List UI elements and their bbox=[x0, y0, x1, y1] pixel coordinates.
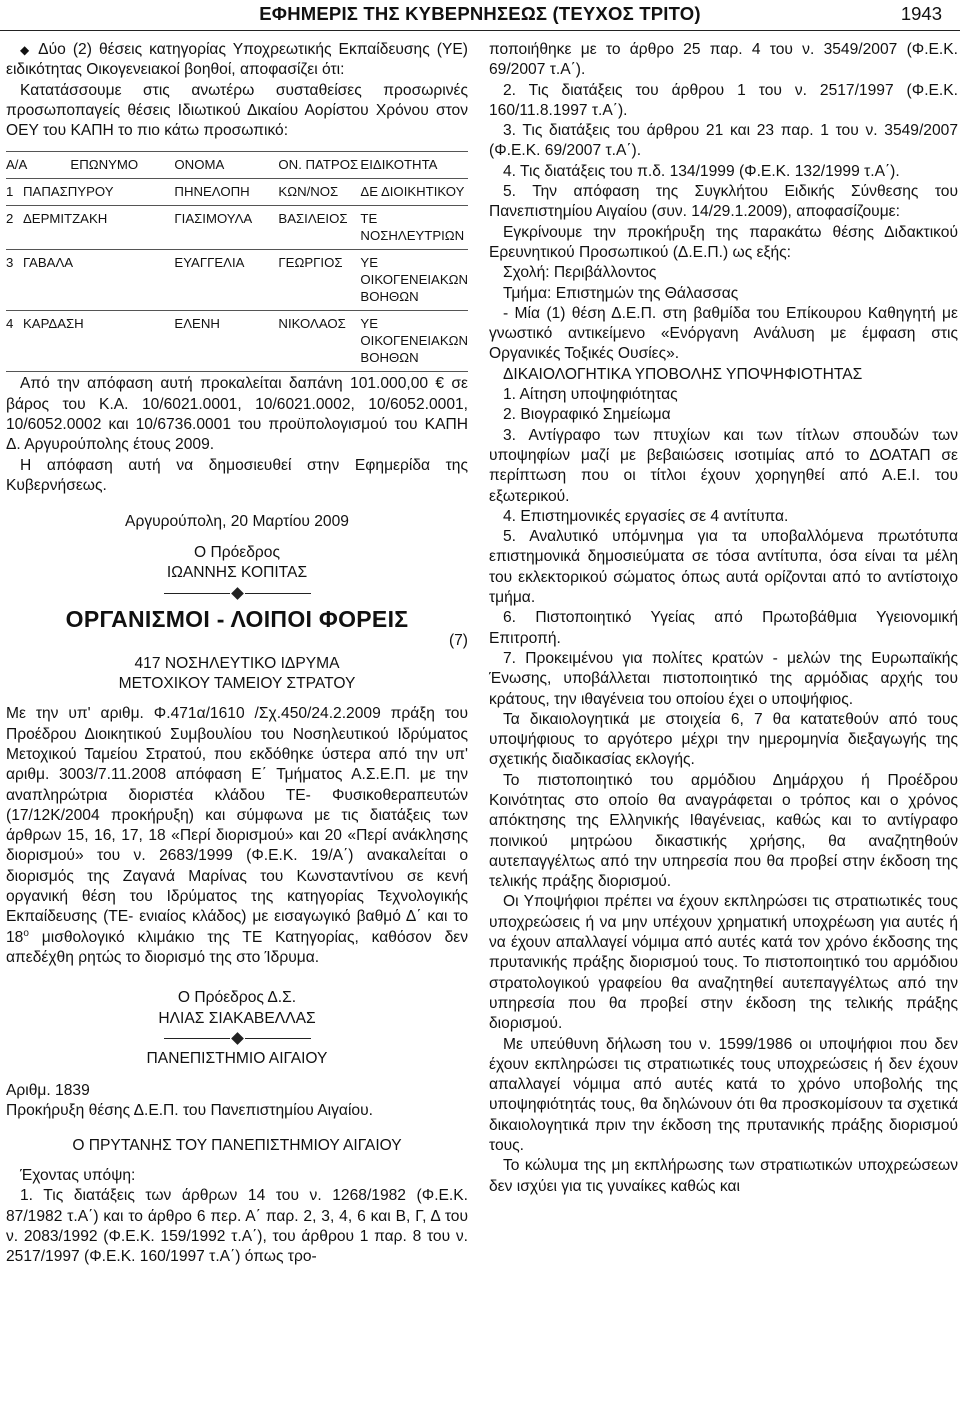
bullet-diamond-icon: ◆ bbox=[20, 43, 32, 57]
position-line: - Μία (1) θέση Δ.Ε.Π. στη βαθμίδα του Επίκουρου Καθηγητή με γνωστικό αντικείμενο «Ενόργανη Ανάλυση με έμφαση στις Οργανικές Τοξικές Ουσίες». bbox=[489, 304, 958, 363]
section-divider-2 bbox=[6, 1031, 468, 1047]
school-line: Σχολή: Περιβάλλοντος bbox=[503, 264, 657, 282]
signer-name: ΙΩΑΝΝΗΣ ΚΟΠΙΤΑΣ bbox=[166, 563, 308, 581]
document-item-6: 6. Πιστοποιητικό Υγείας από Πρωτοβάθμια Υγειονομική Επιτροπή. bbox=[489, 609, 958, 647]
signer-title: Ο Πρόεδρος bbox=[194, 543, 280, 561]
document-item-2: 2. Βιογραφικό Σημείωμα bbox=[503, 406, 671, 424]
document-item-4: 4. Επιστημονικές εργασίες σε 4 αντίτυπα. bbox=[503, 507, 789, 525]
decision-paragraph: Με την υπ' αριθμ. Φ.471α/1610 /Σχ.450/24.2.2009 πράξη του Προέδρου Διοικητικού Συμβουλίου του Νοσηλευτικού Ιδρύματος Μετοχικού Ταμείου Στρατού, που εκδόθηκε ύστερα από την υπ' αριθμ. 3003/7.11.2008 απόφαση Ε΄ Τμήματος Α.Σ.Ε.Π. με την αναπληρώτρια διοριστέα κλάδου ΤΕ- Φυσικοθεραπευτών (17/12Κ/2004 προκήρυξη) και σύμφωνα με τις διατάξεις των άρθρων 15, 16, 17, 18 «Περί διορισμού» και 20 «Περί ανάκλησης διορισμού» του ν. 2683/1999 (Φ.Ε.Κ. 19/Α΄) ανακαλείται ο διορισμός της Ζαγανά Μαρίνας του Κωνσταντίνου σε κενή οργανική θέση του Ιδρύματος της κατηγορίας Τεχνολογικής Εκπαίδευσης (ΤΕ- ενιαίος κλάδος) με εισαγωγικό βαθμό Δ΄ και το $18^o$ μισθολογικό κλιμάκιο της ΤΕ Κατηγορίας, καθόσον δεν απεδέχθη ρητώς το διορισμό της στο Ίδρυμα. bbox=[6, 705, 468, 966]
table-row: 2 ΔΕΡΜΙΤΖΑΚΗ ΓΙΑΣΙΜΟΥΛΑ ΒΑΣΙΛΕΙΟΣ ΤΕ ΝΟΣΗΛΕΥΤΡΙΩΝ bbox=[6, 206, 468, 250]
legal-item-4: 4. Τις διατάξεις του π.δ. 134/1999 (Φ.Ε.Κ. 132/1999 τ.Α΄). bbox=[503, 162, 900, 180]
document-item-3: 3. Αντίγραφο των πτυχίων και των τίτλων σπουδών των υποψηφίων μαζί με βεβαιώσεις ισοτιμίας από το ΔΟΑΤΑΠ σε περίπτωση που οι τίτλοι έχουν χορηγηθεί από Α.Ε.Ι. του εξωτερικού. bbox=[489, 426, 958, 505]
section-divider bbox=[6, 585, 468, 601]
proclamation-title: Προκήρυξη θέσης Δ.Ε.Π. του Πανεπιστημίου Αιγαίου. bbox=[6, 1102, 373, 1120]
signer2-name: ΗΛΙΑΣ ΣΙΑΚΑΒΕΛΛΑΣ bbox=[158, 1009, 316, 1027]
section-title: ΟΡΓΑΝΙΣΜΟΙ - ΛΟΙΠΟΙ ΦΟΡΕΙΣ bbox=[65, 606, 409, 633]
place-date: Αργυρούπολη, 20 Μαρτίου 2009 bbox=[125, 513, 349, 531]
reference-number: Αριθμ. 1839 bbox=[6, 1082, 90, 1100]
document-item-1: 1. Αίτηση υποψηφιότητας bbox=[503, 386, 678, 404]
org-name-line2: ΜΕΤΟΧΙΚΟΥ ΤΑΜΕΙΟΥ ΣΤΡΑΤΟΥ bbox=[118, 675, 356, 693]
staff-table bbox=[6, 151, 468, 372]
diamond-icon bbox=[231, 1032, 244, 1045]
document-item-5: 5. Αναλυτικό υπόμνημα για τα υποβαλλόμενα πρωτότυπα επιστημονικά δημοσιεύματα σε τόσα αντίτυπα, όσα είναι τα μέλη του εκλεκτορικού σώματος όπως αυτά ορίζονται από το αντίστοιχο τμήμα. bbox=[489, 528, 958, 607]
rector-title: Ο ΠΡΥΤΑΝΗΣ ΤΟΥ ΠΑΝΕΠΙΣΤΗΜΙΟΥ ΑΙΓΑΙΟΥ bbox=[72, 1136, 402, 1154]
publish-paragraph: Η απόφαση αυτή να δημοσιευθεί στην Εφημερίδα της Κυβερνήσεως. bbox=[6, 456, 468, 494]
signer2-title: Ο Πρόεδρος Δ.Σ. bbox=[177, 989, 297, 1007]
department-line: Τμήμα: Επιστημών της Θάλασσας bbox=[503, 284, 739, 302]
legal-item-5: 5. Την απόφαση της Συγκλήτου Ειδικής Σύνθεσης του Πανεπιστημίου Αιγαίου (συν. 14/29.1.2009), αποφασίζουμε: bbox=[489, 183, 958, 221]
paragraph-declaration: Με υπεύθυνη δήλωση του ν. 1599/1986 οι υποψήφιοι που δεν έχουν εκπληρώσει τις στρατιωτικές τους υποχρεώσεις ή δεν έχουν απαλλαγεί νόμιμα από αυτές κατά το χρόνο υποβολής της υποψηφιότητάς τους, θα δηλώνουν ότι θα προσκομίσουν τα σχετικά δικαιολογητικά πριν την έκδοση της πρυτανικής πράξης διορισμού τους. bbox=[489, 1035, 958, 1155]
legal-item-3: 3. Τις διατάξεις του άρθρου 21 και 23 παρ. 1 του ν. 3549/2007 (Φ.Ε.Κ. 69/2007 τ.Α΄). bbox=[489, 122, 958, 160]
legal-item-2: 2. Τις διατάξεις του άρθρου 1 του ν. 2517/1997 (Φ.Ε.Κ. 160/11.8.1997 τ.Α΄). bbox=[489, 81, 958, 119]
paragraph-exemption: Το κώλυμα της μη εκπλήρωσης των στρατιωτικών υποχρεώσεων δεν ισχύει για τις γυναίκες καθώς και bbox=[489, 1157, 958, 1195]
left-column bbox=[6, 40, 468, 1267]
paragraph-military: Οι Υποψήφιοι πρέπει να έχουν εκπληρώσει τις στρατιωτικές τους υποχρεώσεις ή να μην υπέχουν χρηματική υποχρέωση για αυτές ή να έχουν απαλλαγεί νόμιμα από αυτές κατά τον χρόνο έκδοσης της πρυτανικής πράξης διορισμού τους. Το πιστοποιητικό του αρμόδιου στρατολογικού γραφείου θα αναζητηθεί αυτεπαγγέλτως από την υπηρεσία που θα προβεί στην έκδοση της τελικής πράξης διορισμού. bbox=[489, 893, 958, 1033]
table-row: 4 ΚΑΡΔΑΣΗ ΕΛΕΝΗ ΝΙΚΟΛΑΟΣ ΥΕ ΟΙΚΟΓΕΝΕΙΑΚΩΝ ΒΟΗΘΩΝ bbox=[6, 311, 468, 372]
org-name-line1: 417 ΝΟΣΗΛΕΥΤΙΚΟ ΙΔΡΥΜΑ bbox=[134, 654, 340, 672]
page-number: 1943 bbox=[900, 3, 942, 24]
legal-item-1-cont: ποποιήθηκε με το άρθρο 25 παρ. 4 του ν. 3549/2007 (Φ.Ε.Κ. 69/2007 τ.Α΄). bbox=[489, 41, 958, 79]
paragraph-documents-deadline: Τα δικαιολογητικά με στοιχεία 6, 7 θα κατατεθούν από τους υποψήφιους το αργότερο μέχρι την ημερομηνία διεξαγωγής της σχετικής διαδικασίας εκλογής. bbox=[489, 710, 958, 769]
diamond-icon bbox=[231, 587, 244, 600]
having-regard: Έχοντας υπόψη: bbox=[20, 1166, 136, 1184]
table-header-row: Α/Α ΕΠΩΝΥΜΟ ΟΝΟΜΑ ΟΝ. ΠΑΤΡΟΣ ΕΙΔΙΚΟΤΗΤΑ bbox=[6, 152, 468, 179]
table-row: 3 ΓΑΒΑΛΑ ΕΥΑΓΓΕΛΙΑ ΓΕΩΡΓΙΟΣ ΥΕ ΟΙΚΟΓΕΝΕΙΑΚΩΝ ΒΟΗΘΩΝ bbox=[6, 250, 468, 311]
documents-title: ΔΙΚΑΙΟΛΟΓΗΤΙΚΑ ΥΠΟΒΟΛΗΣ ΥΠΟΨΗΦΙΟΤΗΤΑΣ bbox=[503, 365, 863, 383]
approval-paragraph: Εγκρίνουμε την προκήρυξη της παρακάτω θέσης Διδακτικού Ερευνητικού Προσωπικού (Δ.Ε.Π.) ως εξής: bbox=[489, 223, 958, 261]
document-item-7: 7. Προκειμένου για πολίτες κρατών - μελών της Ευρωπαϊκής Ένωσης, υποβάλλεται πιστοποιητικό της αρμόδιας αρχής του κράτους, την ιθαγένεια του οποίου έχει ο υποψήφιος. bbox=[489, 649, 958, 708]
intro-paragraph: ◆ Δύο (2) θέσεις κατηγορίας Υποχρεωτικής Εκπαίδευσης (ΥΕ) ειδικότητας Οικογενειακοί βοηθοί, αποφασίζει ότι: bbox=[6, 41, 468, 79]
gazette-title: ΕΦΗΜΕΡΙΣ ΤΗΣ ΚΥΒΕΡΝΗΣΕΩΣ (ΤΕΥΧΟΣ ΤΡΙΤΟ) bbox=[259, 3, 701, 24]
university-name: ΠΑΝΕΠΙΣΤΗΜΙΟ ΑΙΓΑΙΟΥ bbox=[146, 1049, 328, 1067]
right-column bbox=[489, 40, 958, 1197]
table-row: 1 ΠΑΠΑΣΠΥΡΟΥ ΠΗΝΕΛΟΠΗ ΚΩΝ/ΝΟΣ ΔΕ ΔΙΟΙΚΗΤΙΚΟΥ bbox=[6, 179, 468, 206]
page-header bbox=[0, 0, 960, 31]
section-number: (7) bbox=[448, 632, 468, 650]
intro-paragraph-2: Κατατάσσουμε στις ανωτέρω συσταθείσες προσωρινές προσωποπαγείς θέσεις Ιδιωτικού Δικαίου Αορίστου Χρόνου στον ΟΕΥ του ΚΑΠΗ το πιο κάτω προσωπικό: bbox=[6, 81, 468, 140]
expense-paragraph: Από την απόφαση αυτή προκαλείται δαπάνη 101.000,00 € σε βάρος του Κ.Α. 10/6021.0001, 10/6021.0002, 10/6052.0001, 10/6052.0002 και 10/6736.0001 του προϋπολογισμού του ΚΑΠΗ Δ. Αργυρούπολης έτους 2009. bbox=[6, 375, 468, 454]
legal-item-1: 1. Τις διατάξεις των άρθρων 14 του ν. 1268/1982 (Φ.Ε.Κ. 87/1982 τ.Α΄) και το άρθρο 6 περ. Α΄ παρ. 2, 3, 4, 6 και Β, Γ, Δ του ν. 2083/1992 (Φ.Ε.Κ. 159/1992 τ.Α΄), του άρθρου 1 παρ. 8 του ν. 2517/1997 (Φ.Ε.Κ. 160/1997 τ.Α΄) όπως τρο- bbox=[6, 1187, 468, 1266]
paragraph-citizenship: Το πιστοποιητικό του αρμόδιου Δημάρχου ή Προέδρου Κοινότητας στο οποίο θα αναγράφεται ο τρόπος και ο χρόνος απόκτησης της Ελληνικής Ιθαγένειας, καθώς και το αντίγραφο ποινικού μητρώου δικαστικής χρήσης, θα αναζητηθούν αυτεπαγγέλτως από την υπηρεσία που θα προβεί στην έκδοση της τελικής πράξης διορισμού. bbox=[489, 771, 958, 891]
